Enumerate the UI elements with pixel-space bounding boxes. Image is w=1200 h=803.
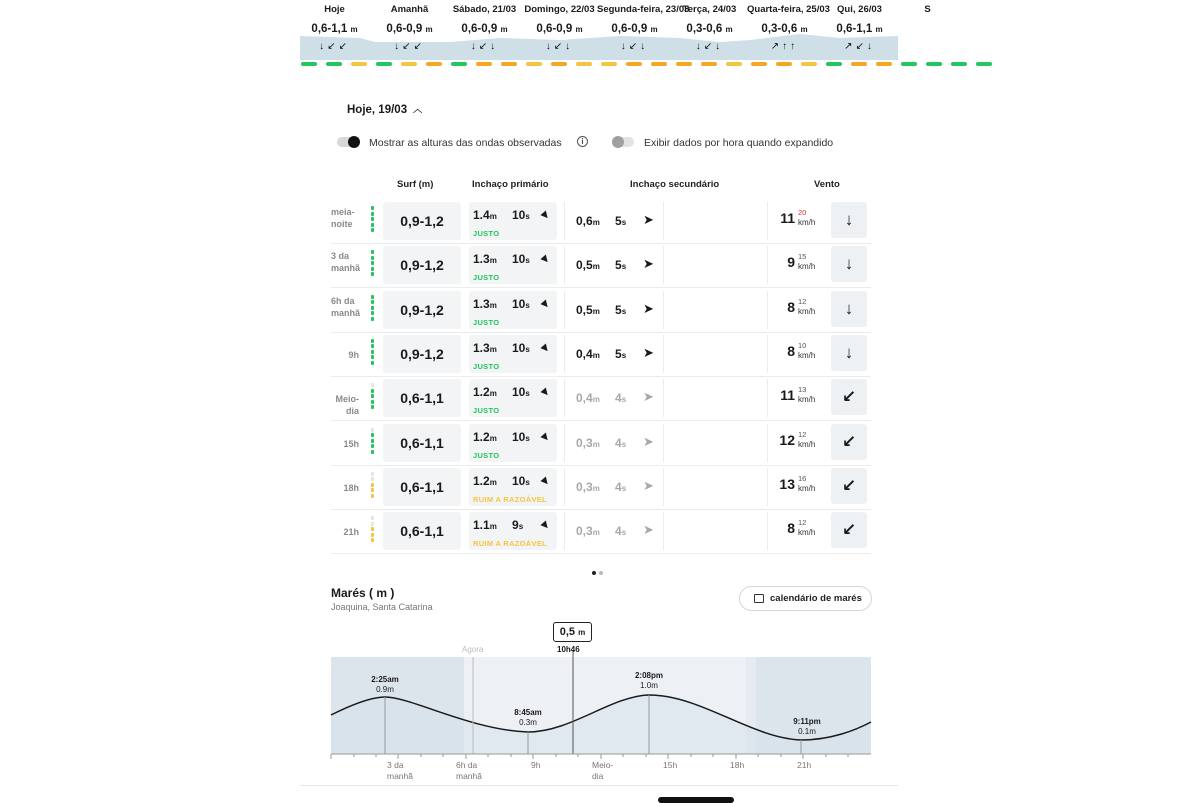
hourly-data-label: Exibir dados por hora quando expandido (644, 137, 834, 149)
wind-direction-icon: ↙ (831, 512, 867, 548)
primary-swell: 1.3m 10s ▼ JUSTO (469, 335, 557, 373)
rating-bar (351, 62, 367, 66)
rating-bar (701, 62, 717, 66)
calendar-icon (754, 594, 764, 603)
wind-direction-icon: ↙ (831, 379, 867, 415)
rating-dots (371, 516, 375, 542)
rating-bar (476, 62, 492, 66)
wind-arrows-icon: ↗↑↑ (770, 41, 799, 52)
rating-bar (851, 62, 867, 66)
surf-rating: JUSTO (473, 229, 500, 238)
forecast-day-name: Sábado, 21/03 (452, 4, 517, 15)
primary-swell: 1.4m 10s ▼ JUSTO (469, 202, 557, 240)
forecast-day-range: 0,6-0,9 m (611, 23, 658, 35)
rating-dots (371, 206, 375, 232)
row-time: meia-noite (331, 207, 355, 229)
wind-gust: 12 (798, 296, 807, 306)
row-time: 15h (343, 438, 359, 449)
swell-direction-icon: ▼ (535, 250, 554, 269)
wind-arrows-icon: ↓↙↓ (620, 41, 649, 52)
wind-arrows-icon: ↓↙↙ (319, 41, 350, 52)
secondary-swell: 0,3m 4s ➤ (564, 468, 664, 506)
secondary-swell-header: Inchaço secundário (630, 179, 720, 190)
rating-dots (371, 428, 375, 454)
rating-bar (976, 62, 992, 66)
secondary-swell: 0,4m 5s ➤ (564, 335, 664, 373)
forecast-day-name: Hoje (324, 4, 345, 15)
tides-location: Joaquina, Santa Catarina (331, 602, 433, 612)
forecast-day-name: S (924, 4, 931, 15)
rating-bar (876, 62, 892, 66)
wind-speed: 20 km/h 11 (767, 202, 825, 240)
table-row[interactable] (331, 510, 871, 554)
forecast-day[interactable] (522, 4, 597, 53)
wind-speed: 16 km/h 13 (767, 468, 825, 506)
rating-bar (651, 62, 667, 66)
forecast-day-name: Terça, 24/03 (682, 4, 737, 15)
wind-direction-icon: ↙ (831, 424, 867, 460)
primary-swell: 1.2m 10s ▼ JUSTO (469, 424, 557, 462)
rating-bar (901, 62, 917, 66)
rating-dots (371, 250, 375, 276)
rating-dots (371, 472, 375, 498)
wind-gust: 20 (798, 208, 807, 217)
day-header-label: Hoje, 19/03 (347, 104, 408, 116)
forecast-day-name: Quarta-feira, 25/03 (747, 4, 830, 15)
swell-direction-icon: ➤ (643, 212, 654, 227)
rating-bar (926, 62, 942, 66)
secondary-swell: 0,4m 4s ➤ (564, 379, 664, 417)
x-label-3am: 3 da manhã (387, 760, 413, 781)
table-row[interactable] (331, 422, 871, 466)
swell-direction-icon: ➤ (643, 300, 654, 316)
forecast-day-name: Amanhã (390, 4, 429, 15)
rating-bar (526, 62, 542, 66)
tide-calendar-button[interactable]: calendário de marés (739, 586, 872, 611)
swell-direction-icon: ▼ (535, 205, 554, 225)
forecast-day-range: 0,6-1,1 m (836, 23, 883, 35)
rating-bar (626, 62, 642, 66)
rating-dots (371, 295, 375, 321)
swell-direction-icon: ▼ (535, 294, 554, 313)
primary-swell: 1.1m 9s ▼ RUIM A RAZOÁVEL (469, 512, 557, 550)
wind-direction-icon: ↓ (831, 246, 867, 282)
bottom-nav[interactable] (300, 785, 898, 800)
wind-gust: 12 (798, 429, 807, 439)
forecast-day-name: Segunda-feira, 23/03 (597, 4, 690, 15)
wind-direction-icon: ↓ (831, 291, 867, 327)
wind-direction-icon: ↙ (831, 468, 867, 504)
surf-rating: JUSTO (473, 273, 500, 283)
table-row[interactable] (331, 200, 871, 244)
wind-speed: 12 km/h 12 (767, 424, 825, 462)
swell-direction-icon: ➤ (643, 344, 654, 360)
wind-direction-icon: ↓ (831, 335, 867, 371)
tide-extreme-1: 2:25am 0.9m (371, 675, 399, 694)
home-indicator (658, 797, 734, 803)
x-label-21h: 21h (797, 760, 812, 770)
surf-height: 0,6-1,1 (383, 379, 461, 417)
forecast-strip[interactable] (300, 0, 931, 74)
rating-bar (676, 62, 692, 66)
observed-heights-toggle[interactable] (337, 137, 359, 147)
wind-arrows-icon: ↗↙↓ (844, 41, 875, 52)
wind-arrows-icon: ↓↙↓ (695, 41, 724, 52)
hourly-data-toggle[interactable] (612, 137, 634, 147)
wind-speed: 12 km/h 8 (767, 291, 825, 329)
x-label-9h: 9h (531, 760, 541, 770)
x-label-15h: 15h (663, 760, 678, 770)
swell-direction-icon: ▼ (535, 338, 554, 358)
chevron-up-icon: ︿ (413, 104, 423, 114)
wind-gust: 10 (798, 340, 807, 350)
row-time: 21h (343, 527, 359, 538)
day-header[interactable] (347, 103, 422, 116)
swell-direction-icon: ➤ (643, 256, 654, 272)
surf-height: 0,9-1,2 (383, 246, 461, 284)
rating-bars (300, 62, 900, 66)
forecast-day[interactable] (747, 4, 830, 53)
tide-current-time: 10h46 (557, 645, 580, 654)
secondary-swell: 0,6m 5s ➤ (564, 202, 664, 240)
secondary-swell: 0,3m 4s ➤ (564, 512, 664, 550)
surf-rating: JUSTO (473, 406, 500, 416)
swell-direction-icon: ▼ (535, 471, 554, 490)
wind-arrows-icon (890, 23, 965, 35)
wind-speed: 12 km/h 8 (767, 512, 825, 550)
wind-gust: 16 (798, 473, 807, 483)
secondary-swell: 0,3m 4s ➤ (564, 424, 664, 462)
rating-dots (371, 339, 375, 365)
forecast-day[interactable] (447, 4, 522, 53)
row-time: 3 da manhã (331, 251, 361, 274)
surf-height: 0,9-1,2 (383, 202, 461, 240)
swell-direction-icon: ➤ (643, 433, 654, 449)
row-time: 6h da manhã (331, 295, 361, 318)
rating-bar (451, 62, 467, 66)
row-time: 9h (348, 349, 359, 360)
forecast-day-range: 0,3-0,6 m (686, 23, 733, 35)
table-row[interactable] (331, 377, 871, 421)
rating-bar (751, 62, 767, 66)
surf-rating: JUSTO (473, 317, 500, 327)
info-icon[interactable]: i (577, 136, 588, 147)
rating-bar (426, 62, 442, 66)
surf-header: Surf (m) (397, 179, 434, 190)
table-row[interactable] (331, 466, 871, 510)
forecast-day[interactable] (372, 4, 447, 53)
swell-direction-icon: ▼ (535, 383, 554, 402)
wind-arrows-icon: ↓↙↓ (470, 41, 499, 52)
wind-speed: 10 km/h 8 (767, 335, 825, 373)
primary-swell: 1.3m 10s ▼ JUSTO (469, 246, 557, 284)
swell-direction-icon: ➤ (643, 522, 654, 538)
forecast-day[interactable] (597, 4, 690, 53)
rating-bar (576, 62, 592, 66)
rating-bar (501, 62, 517, 66)
primary-swell-header: Inchaço primário (472, 179, 549, 190)
row-time: 18h (343, 482, 359, 493)
forecast-day-range: 0,6-0,9 m (536, 23, 583, 35)
surf-height: 0,9-1,2 (383, 335, 461, 373)
forecast-day-range: 0,6-0,9 m (386, 23, 433, 35)
table-row[interactable] (331, 333, 871, 377)
rating-dots (371, 383, 375, 409)
swell-direction-icon: ▼ (535, 515, 554, 535)
tides-title: Marés ( m ) (331, 586, 395, 600)
surf-rating: JUSTO (473, 361, 500, 371)
forecast-day-range: 0,6-1,1 m (311, 23, 358, 35)
tide-extreme-3: 2:08pm 1.0m (634, 671, 663, 690)
forecast-day[interactable] (822, 4, 897, 53)
primary-swell: 1.2m 10s ▼ RUIM A RAZOÁVEL (469, 468, 557, 506)
wind-speed: 15 km/h 9 (767, 246, 825, 284)
x-label-6am: 6h da manhã (456, 760, 482, 781)
rating-bar (601, 62, 617, 66)
swell-direction-icon: ▼ (535, 427, 554, 446)
rating-bar (376, 62, 392, 66)
surf-height: 0,6-1,1 (383, 468, 461, 506)
secondary-swell: 0,5m 5s ➤ (564, 291, 664, 329)
x-label-noon: Meio-dia (592, 760, 614, 781)
primary-swell: 1.2m 10s ▼ JUSTO (469, 379, 557, 417)
surf-rating: RUIM A RAZOÁVEL (473, 539, 547, 549)
table-row[interactable] (331, 244, 871, 288)
wind-arrows-icon: ↓↙↙ (394, 41, 425, 52)
surf-height: 0,6-1,1 (383, 424, 461, 462)
rating-bar (301, 62, 317, 66)
x-label-18h: 18h (730, 760, 745, 770)
observed-heights-label: Mostrar as alturas das ondas observadas (369, 137, 562, 149)
now-label: Agora (462, 645, 484, 654)
surf-height: 0,9-1,2 (383, 291, 461, 329)
forecast-day-name: Domingo, 22/03 (524, 4, 595, 15)
tide-extreme-2: 8:45am 0.3m (514, 708, 542, 727)
forecast-day-name: Qui, 26/03 (837, 4, 882, 15)
rating-bar (951, 62, 967, 66)
surf-height: 0,6-1,1 (383, 512, 461, 550)
row-time: Meio-dia (335, 394, 359, 417)
forecast-day[interactable] (890, 4, 965, 35)
rating-bar (726, 62, 742, 66)
rating-bar (801, 62, 817, 66)
tide-chart[interactable] (331, 620, 871, 780)
primary-swell: 1.3m 10s ▼ JUSTO (469, 291, 557, 329)
table-row[interactable] (331, 289, 871, 333)
wind-arrows-icon: ↓↙↓ (545, 41, 574, 52)
wind-direction-icon: ↓ (831, 202, 867, 238)
forecast-day-range: 0,3-0,6 m (761, 23, 808, 35)
rating-bar (551, 62, 567, 66)
forecast-day[interactable] (672, 4, 747, 53)
secondary-swell: 0,5m 5s ➤ (564, 246, 664, 284)
wind-speed: 13 km/h 11 (767, 379, 825, 417)
wind-gust: 13 (798, 385, 807, 395)
wind-gust: 12 (798, 518, 807, 528)
surf-rating: RUIM A RAZOÁVEL (473, 494, 547, 504)
rating-bar (776, 62, 792, 66)
pagination-dots[interactable] (592, 562, 606, 580)
forecast-day-range: 0,6-0,9 m (461, 23, 508, 35)
tide-extreme-4: 9:11pm 0.1m (793, 717, 821, 736)
wind-gust: 15 (798, 252, 807, 262)
rating-bar (826, 62, 842, 66)
wind-header: Vento (814, 179, 840, 190)
rating-bar (401, 62, 417, 66)
swell-direction-icon: ➤ (643, 389, 654, 405)
tide-current-value: 0,5 m (553, 622, 592, 642)
swell-direction-icon: ➤ (643, 477, 654, 493)
forecast-day[interactable] (297, 4, 372, 53)
surf-rating: JUSTO (473, 450, 500, 460)
rating-bar (326, 62, 342, 66)
